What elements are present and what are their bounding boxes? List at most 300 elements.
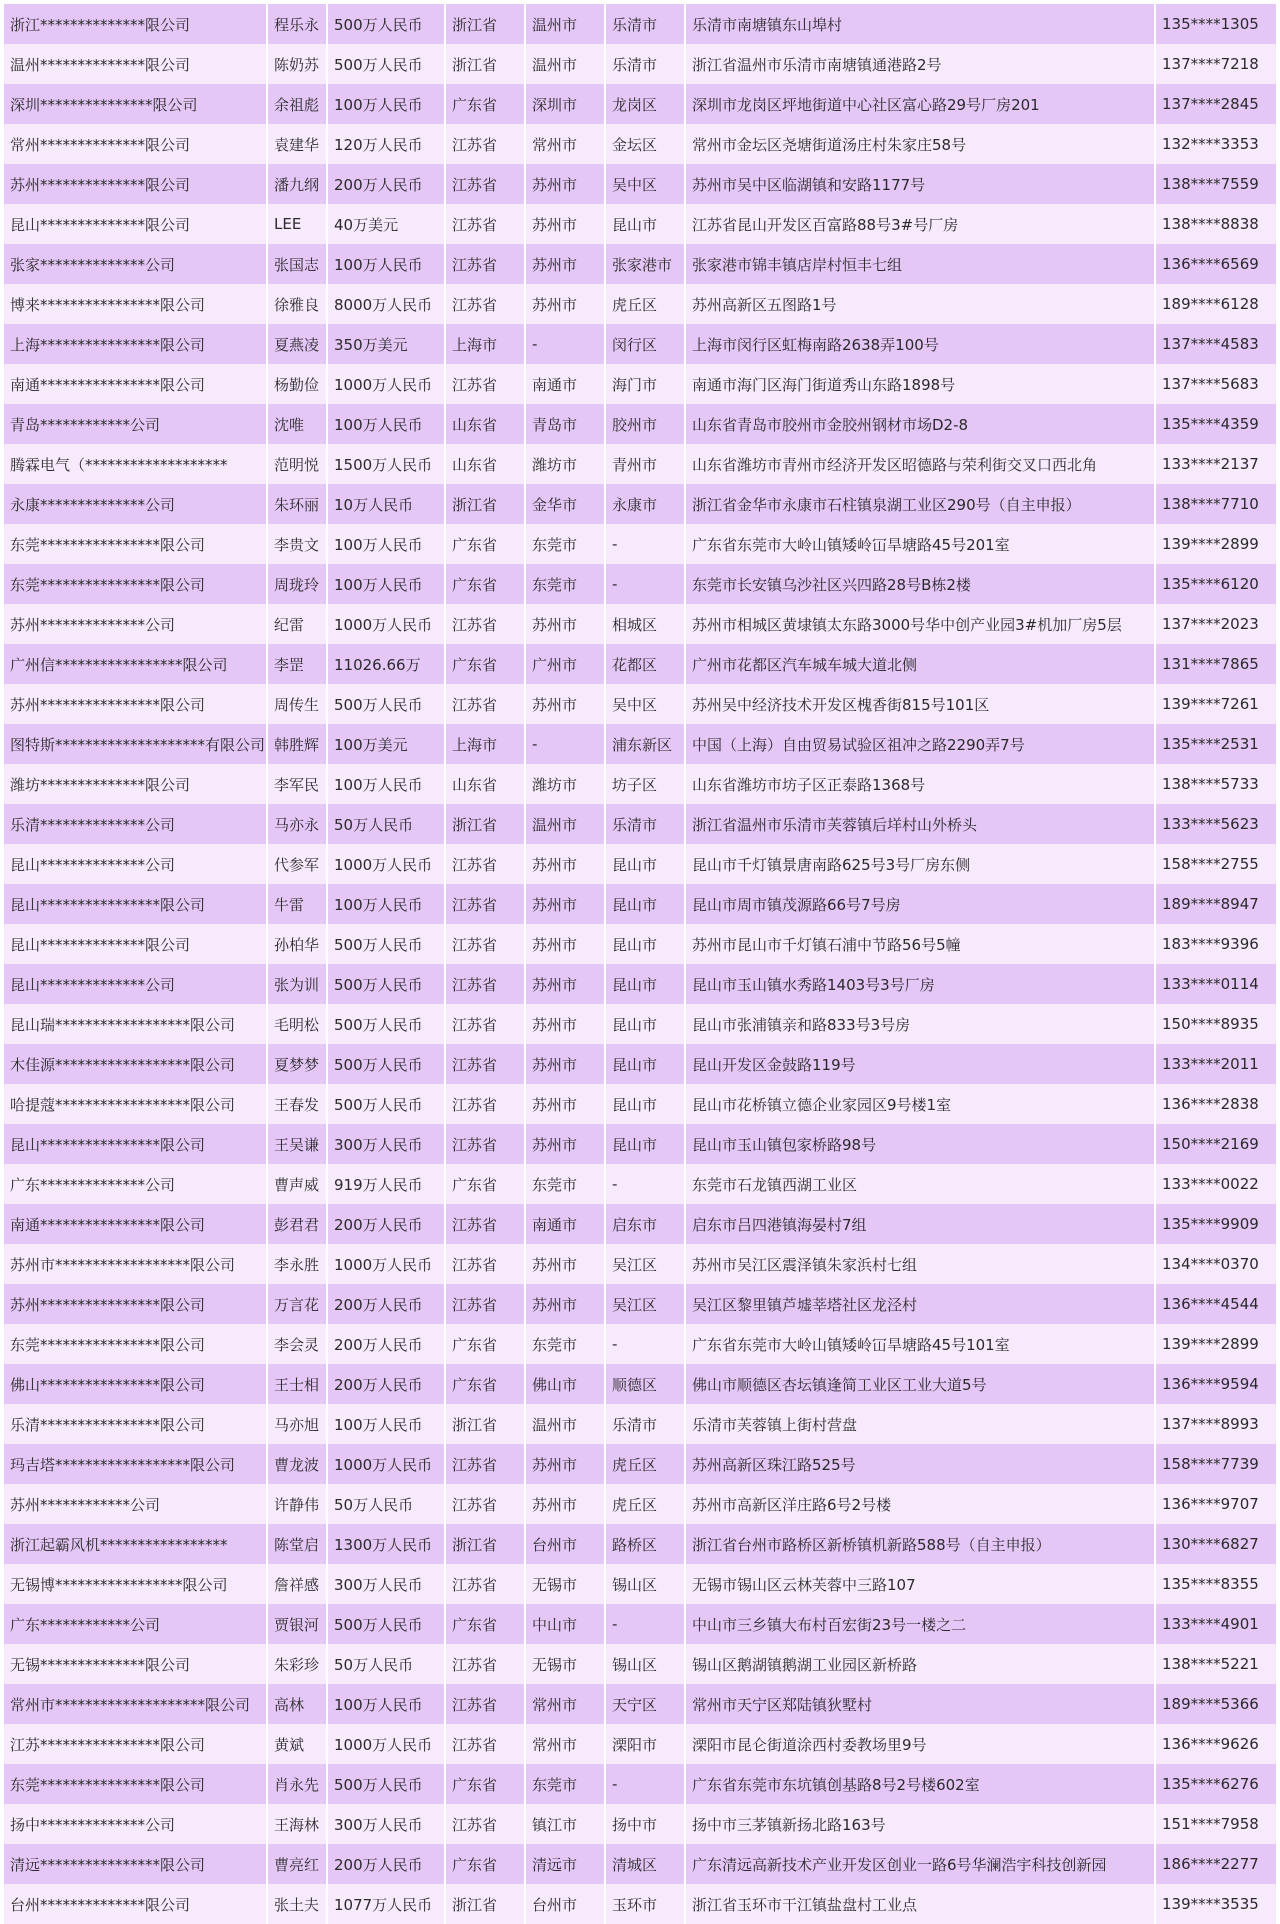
- registered-capital-cell: 200万人民币: [327, 1364, 445, 1404]
- table-row: [4, 1204, 1276, 1244]
- city-cell: 清远市: [525, 1844, 605, 1884]
- phone-cell: 137****2845: [1155, 84, 1276, 124]
- city-cell: 台州市: [525, 1524, 605, 1564]
- registered-capital-cell: 350万美元: [327, 324, 445, 364]
- company-name-cell: 苏州**************公司: [4, 604, 267, 644]
- address-cell: 上海市闵行区虹梅南路2638弄100号: [685, 324, 1155, 364]
- phone-cell: 189****5366: [1155, 1684, 1276, 1724]
- company-table: [4, 4, 1276, 1924]
- province-cell: 江苏省: [445, 1444, 525, 1484]
- registered-capital-cell: 500万人民币: [327, 44, 445, 84]
- registered-capital-cell: 50万人民币: [327, 1644, 445, 1684]
- phone-cell: 139****2899: [1155, 524, 1276, 564]
- company-name-cell: 温州**************限公司: [4, 44, 267, 84]
- phone-cell: 137****8993: [1155, 1404, 1276, 1444]
- company-name-cell: 常州**************限公司: [4, 124, 267, 164]
- company-name-cell: 乐清**************公司: [4, 804, 267, 844]
- company-name-cell: 南通****************限公司: [4, 364, 267, 404]
- phone-cell: 150****2169: [1155, 1124, 1276, 1164]
- table-row: [4, 1764, 1276, 1804]
- district-cell: -: [605, 1604, 685, 1644]
- company-name-cell: 腾霖电气（*******************: [4, 444, 267, 484]
- province-cell: 江苏省: [445, 884, 525, 924]
- district-cell: 永康市: [605, 484, 685, 524]
- legal-person-cell: 贾银河: [267, 1604, 327, 1644]
- phone-cell: 138****5733: [1155, 764, 1276, 804]
- registered-capital-cell: 500万人民币: [327, 924, 445, 964]
- legal-person-cell: 牛雷: [267, 884, 327, 924]
- phone-cell: 133****2011: [1155, 1044, 1276, 1084]
- province-cell: 江苏省: [445, 284, 525, 324]
- province-cell: 江苏省: [445, 1044, 525, 1084]
- phone-cell: 137****4583: [1155, 324, 1276, 364]
- province-cell: 广东省: [445, 564, 525, 604]
- province-cell: 江苏省: [445, 1564, 525, 1604]
- province-cell: 广东省: [445, 1844, 525, 1884]
- registered-capital-cell: 100万人民币: [327, 884, 445, 924]
- province-cell: 江苏省: [445, 124, 525, 164]
- table-row: [4, 1444, 1276, 1484]
- address-cell: 广东清远高新技术产业开发区创业一路6号华澜浩宇科技创新园: [685, 1844, 1155, 1884]
- company-name-cell: 广东************公司: [4, 1604, 267, 1644]
- registered-capital-cell: 1000万人民币: [327, 1244, 445, 1284]
- registered-capital-cell: 1000万人民币: [327, 1444, 445, 1484]
- city-cell: 苏州市: [525, 1044, 605, 1084]
- address-cell: 乐清市南塘镇东山埠村: [685, 4, 1155, 44]
- address-cell: 张家港市锦丰镇店岸村恒丰七组: [685, 244, 1155, 284]
- district-cell: 清城区: [605, 1844, 685, 1884]
- address-cell: 锡山区鹅湖镇鹅湖工业园区新桥路: [685, 1644, 1155, 1684]
- legal-person-cell: 纪雷: [267, 604, 327, 644]
- registered-capital-cell: 120万人民币: [327, 124, 445, 164]
- city-cell: 温州市: [525, 1404, 605, 1444]
- city-cell: 苏州市: [525, 1004, 605, 1044]
- legal-person-cell: 陈堂启: [267, 1524, 327, 1564]
- registered-capital-cell: 1000万人民币: [327, 844, 445, 884]
- address-cell: 苏州市吴江区震泽镇朱家浜村七组: [685, 1244, 1155, 1284]
- company-name-cell: 东莞****************限公司: [4, 1764, 267, 1804]
- district-cell: 昆山市: [605, 1124, 685, 1164]
- table-row: [4, 1524, 1276, 1564]
- phone-cell: 134****0370: [1155, 1244, 1276, 1284]
- address-cell: 昆山市千灯镇景唐南路625号3号厂房东侧: [685, 844, 1155, 884]
- registered-capital-cell: 200万人民币: [327, 1284, 445, 1324]
- legal-person-cell: 曹声威: [267, 1164, 327, 1204]
- legal-person-cell: 张国志: [267, 244, 327, 284]
- district-cell: -: [605, 1164, 685, 1204]
- province-cell: 浙江省: [445, 1524, 525, 1564]
- legal-person-cell: 王春发: [267, 1084, 327, 1124]
- province-cell: 浙江省: [445, 4, 525, 44]
- district-cell: 昆山市: [605, 964, 685, 1004]
- city-cell: 苏州市: [525, 1084, 605, 1124]
- company-name-cell: 东莞****************限公司: [4, 1324, 267, 1364]
- registered-capital-cell: 10万人民币: [327, 484, 445, 524]
- province-cell: 江苏省: [445, 1124, 525, 1164]
- phone-cell: 136****9626: [1155, 1724, 1276, 1764]
- legal-person-cell: 李永胜: [267, 1244, 327, 1284]
- province-cell: 江苏省: [445, 1004, 525, 1044]
- province-cell: 广东省: [445, 1364, 525, 1404]
- legal-person-cell: 夏梦梦: [267, 1044, 327, 1084]
- city-cell: -: [525, 724, 605, 764]
- district-cell: -: [605, 524, 685, 564]
- city-cell: 潍坊市: [525, 444, 605, 484]
- table-row: [4, 444, 1276, 484]
- city-cell: 潍坊市: [525, 764, 605, 804]
- legal-person-cell: 王士相: [267, 1364, 327, 1404]
- legal-person-cell: 程乐永: [267, 4, 327, 44]
- province-cell: 浙江省: [445, 44, 525, 84]
- district-cell: 玉环市: [605, 1884, 685, 1924]
- city-cell: 中山市: [525, 1604, 605, 1644]
- address-cell: 昆山市玉山镇水秀路1403号3号厂房: [685, 964, 1155, 1004]
- registered-capital-cell: 1000万人民币: [327, 604, 445, 644]
- district-cell: 相城区: [605, 604, 685, 644]
- table-row: [4, 324, 1276, 364]
- company-name-cell: 佛山****************限公司: [4, 1364, 267, 1404]
- company-name-cell: 潍坊**************限公司: [4, 764, 267, 804]
- phone-cell: 135****6276: [1155, 1764, 1276, 1804]
- phone-cell: 135****4359: [1155, 404, 1276, 444]
- city-cell: 东莞市: [525, 1764, 605, 1804]
- company-table-body: [4, 4, 1276, 1924]
- table-row: [4, 44, 1276, 84]
- registered-capital-cell: 500万人民币: [327, 1004, 445, 1044]
- phone-cell: 136****9594: [1155, 1364, 1276, 1404]
- company-name-cell: 浙江**************限公司: [4, 4, 267, 44]
- table-row: [4, 844, 1276, 884]
- district-cell: 昆山市: [605, 884, 685, 924]
- table-row: [4, 164, 1276, 204]
- address-cell: 广州市花都区汽车城车城大道北侧: [685, 644, 1155, 684]
- address-cell: 溧阳市昆仑街道涂西村委教场里9号: [685, 1724, 1155, 1764]
- address-cell: 东莞市石龙镇西湖工业区: [685, 1164, 1155, 1204]
- company-table-sheet: [4, 4, 1276, 1924]
- legal-person-cell: 朱彩珍: [267, 1644, 327, 1684]
- address-cell: 苏州市相城区黄埭镇太东路3000号华中创产业园3#机加厂房5层: [685, 604, 1155, 644]
- province-cell: 浙江省: [445, 804, 525, 844]
- legal-person-cell: 曹亮红: [267, 1844, 327, 1884]
- phone-cell: 137****2023: [1155, 604, 1276, 644]
- district-cell: 锡山区: [605, 1644, 685, 1684]
- company-name-cell: 昆山****************限公司: [4, 1124, 267, 1164]
- registered-capital-cell: 500万人民币: [327, 1604, 445, 1644]
- province-cell: 广东省: [445, 1604, 525, 1644]
- legal-person-cell: 毛明松: [267, 1004, 327, 1044]
- table-row: [4, 1364, 1276, 1404]
- district-cell: 昆山市: [605, 204, 685, 244]
- company-name-cell: 苏州市******************限公司: [4, 1244, 267, 1284]
- table-row: [4, 4, 1276, 44]
- table-row: [4, 1724, 1276, 1764]
- table-row: [4, 1484, 1276, 1524]
- phone-cell: 133****4901: [1155, 1604, 1276, 1644]
- province-cell: 江苏省: [445, 1204, 525, 1244]
- legal-person-cell: 马亦永: [267, 804, 327, 844]
- phone-cell: 135****2531: [1155, 724, 1276, 764]
- phone-cell: 137****5683: [1155, 364, 1276, 404]
- district-cell: 乐清市: [605, 44, 685, 84]
- province-cell: 江苏省: [445, 1804, 525, 1844]
- district-cell: 浦东新区: [605, 724, 685, 764]
- table-row: [4, 1564, 1276, 1604]
- registered-capital-cell: 300万人民币: [327, 1564, 445, 1604]
- district-cell: 青州市: [605, 444, 685, 484]
- table-row: [4, 724, 1276, 764]
- district-cell: 花都区: [605, 644, 685, 684]
- company-name-cell: 永康**************公司: [4, 484, 267, 524]
- legal-person-cell: 曹龙波: [267, 1444, 327, 1484]
- table-row: [4, 1164, 1276, 1204]
- address-cell: 昆山市张浦镇亲和路833号3号房: [685, 1004, 1155, 1044]
- company-name-cell: 昆山**************公司: [4, 964, 267, 1004]
- city-cell: 苏州市: [525, 604, 605, 644]
- address-cell: 南通市海门区海门街道秀山东路1898号: [685, 364, 1155, 404]
- city-cell: 苏州市: [525, 1484, 605, 1524]
- table-row: [4, 644, 1276, 684]
- phone-cell: 186****2277: [1155, 1844, 1276, 1884]
- province-cell: 浙江省: [445, 1884, 525, 1924]
- company-name-cell: 昆山**************限公司: [4, 204, 267, 244]
- company-name-cell: 江苏****************限公司: [4, 1724, 267, 1764]
- legal-person-cell: 李军民: [267, 764, 327, 804]
- registered-capital-cell: 1000万人民币: [327, 364, 445, 404]
- address-cell: 浙江省台州市路桥区新桥镇机新路588号（自主申报）: [685, 1524, 1155, 1564]
- table-row: [4, 1324, 1276, 1364]
- phone-cell: 135****9909: [1155, 1204, 1276, 1244]
- table-row: [4, 1404, 1276, 1444]
- legal-person-cell: 潘九纲: [267, 164, 327, 204]
- province-cell: 江苏省: [445, 364, 525, 404]
- legal-person-cell: 朱环丽: [267, 484, 327, 524]
- address-cell: 昆山开发区金鼓路119号: [685, 1044, 1155, 1084]
- registered-capital-cell: 100万人民币: [327, 1684, 445, 1724]
- registered-capital-cell: 500万人民币: [327, 1764, 445, 1804]
- district-cell: 虎丘区: [605, 284, 685, 324]
- address-cell: 广东省东莞市东坑镇创基路8号2号楼602室: [685, 1764, 1155, 1804]
- district-cell: 锡山区: [605, 1564, 685, 1604]
- district-cell: 昆山市: [605, 1084, 685, 1124]
- city-cell: 无锡市: [525, 1564, 605, 1604]
- province-cell: 广东省: [445, 1324, 525, 1364]
- legal-person-cell: 陈奶苏: [267, 44, 327, 84]
- legal-person-cell: LEE: [267, 204, 327, 244]
- phone-cell: 136****4544: [1155, 1284, 1276, 1324]
- company-name-cell: 苏州************公司: [4, 1484, 267, 1524]
- legal-person-cell: 王海林: [267, 1804, 327, 1844]
- phone-cell: 158****2755: [1155, 844, 1276, 884]
- legal-person-cell: 李会灵: [267, 1324, 327, 1364]
- legal-person-cell: 张土夫: [267, 1884, 327, 1924]
- legal-person-cell: 张为训: [267, 964, 327, 1004]
- table-row: [4, 524, 1276, 564]
- registered-capital-cell: 200万人民币: [327, 1324, 445, 1364]
- phone-cell: 130****6827: [1155, 1524, 1276, 1564]
- district-cell: 吴江区: [605, 1244, 685, 1284]
- phone-cell: 189****8947: [1155, 884, 1276, 924]
- company-name-cell: 上海****************限公司: [4, 324, 267, 364]
- district-cell: 昆山市: [605, 924, 685, 964]
- phone-cell: 138****7559: [1155, 164, 1276, 204]
- phone-cell: 135****1305: [1155, 4, 1276, 44]
- phone-cell: 138****8838: [1155, 204, 1276, 244]
- city-cell: 佛山市: [525, 1364, 605, 1404]
- district-cell: 乐清市: [605, 804, 685, 844]
- table-row: [4, 1284, 1276, 1324]
- registered-capital-cell: 100万人民币: [327, 764, 445, 804]
- table-row: [4, 1124, 1276, 1164]
- address-cell: 广东省东莞市大岭山镇矮岭冚旱塘路45号201室: [685, 524, 1155, 564]
- company-name-cell: 张家**************公司: [4, 244, 267, 284]
- table-row: [4, 1244, 1276, 1284]
- district-cell: 昆山市: [605, 1004, 685, 1044]
- table-row: [4, 764, 1276, 804]
- legal-person-cell: 马亦旭: [267, 1404, 327, 1444]
- district-cell: -: [605, 1324, 685, 1364]
- city-cell: 常州市: [525, 124, 605, 164]
- district-cell: 天宁区: [605, 1684, 685, 1724]
- table-row: [4, 604, 1276, 644]
- registered-capital-cell: 11026.66万: [327, 644, 445, 684]
- registered-capital-cell: 50万人民币: [327, 1484, 445, 1524]
- province-cell: 上海市: [445, 724, 525, 764]
- address-cell: 深圳市龙岗区坪地街道中心社区富心路29号厂房201: [685, 84, 1155, 124]
- address-cell: 无锡市锡山区云林芙蓉中三路107: [685, 1564, 1155, 1604]
- company-name-cell: 东莞****************限公司: [4, 564, 267, 604]
- address-cell: 苏州市昆山市千灯镇石浦中节路56号5幢: [685, 924, 1155, 964]
- address-cell: 苏州市高新区洋庄路6号2号楼: [685, 1484, 1155, 1524]
- registered-capital-cell: 500万人民币: [327, 684, 445, 724]
- legal-person-cell: 万言花: [267, 1284, 327, 1324]
- province-cell: 广东省: [445, 1164, 525, 1204]
- registered-capital-cell: 100万人民币: [327, 404, 445, 444]
- address-cell: 吴江区黎里镇芦墟莘塔社区龙泾村: [685, 1284, 1155, 1324]
- address-cell: 江苏省昆山开发区百富路88号3#号厂房: [685, 204, 1155, 244]
- table-row: [4, 1004, 1276, 1044]
- table-row: [4, 964, 1276, 1004]
- city-cell: 温州市: [525, 804, 605, 844]
- address-cell: 浙江省金华市永康市石柱镇泉湖工业区290号（自主申报）: [685, 484, 1155, 524]
- address-cell: 中山市三乡镇大布村百宏街23号一楼之二: [685, 1604, 1155, 1644]
- company-name-cell: 昆山****************限公司: [4, 884, 267, 924]
- district-cell: 溧阳市: [605, 1724, 685, 1764]
- legal-person-cell: 杨勤俭: [267, 364, 327, 404]
- address-cell: 中国（上海）自由贸易试验区祖冲之路2290弄7号: [685, 724, 1155, 764]
- registered-capital-cell: 100万人民币: [327, 244, 445, 284]
- phone-cell: 183****9396: [1155, 924, 1276, 964]
- table-row: [4, 244, 1276, 284]
- phone-cell: 158****7739: [1155, 1444, 1276, 1484]
- city-cell: 常州市: [525, 1724, 605, 1764]
- province-cell: 江苏省: [445, 844, 525, 884]
- table-row: [4, 364, 1276, 404]
- registered-capital-cell: 300万人民币: [327, 1124, 445, 1164]
- table-row: [4, 1804, 1276, 1844]
- city-cell: 金华市: [525, 484, 605, 524]
- company-name-cell: 南通****************限公司: [4, 1204, 267, 1244]
- address-cell: 启东市吕四港镇海晏村7组: [685, 1204, 1155, 1244]
- phone-cell: 133****2137: [1155, 444, 1276, 484]
- city-cell: 南通市: [525, 364, 605, 404]
- legal-person-cell: 詹祥感: [267, 1564, 327, 1604]
- legal-person-cell: 周珑玲: [267, 564, 327, 604]
- legal-person-cell: 范明悦: [267, 444, 327, 484]
- province-cell: 江苏省: [445, 1484, 525, 1524]
- district-cell: 坊子区: [605, 764, 685, 804]
- table-row: [4, 1844, 1276, 1884]
- registered-capital-cell: 500万人民币: [327, 1084, 445, 1124]
- table-row: [4, 84, 1276, 124]
- address-cell: 浙江省温州市乐清市南塘镇通港路2号: [685, 44, 1155, 84]
- city-cell: 东莞市: [525, 524, 605, 564]
- company-name-cell: 玛吉塔******************限公司: [4, 1444, 267, 1484]
- company-name-cell: 深圳***************限公司: [4, 84, 267, 124]
- registered-capital-cell: 500万人民币: [327, 964, 445, 1004]
- company-name-cell: 博来****************限公司: [4, 284, 267, 324]
- district-cell: 虎丘区: [605, 1484, 685, 1524]
- district-cell: 乐清市: [605, 1404, 685, 1444]
- province-cell: 江苏省: [445, 604, 525, 644]
- city-cell: -: [525, 324, 605, 364]
- legal-person-cell: 许静伟: [267, 1484, 327, 1524]
- company-name-cell: 浙江起霸风机*****************: [4, 1524, 267, 1564]
- province-cell: 浙江省: [445, 484, 525, 524]
- district-cell: -: [605, 564, 685, 604]
- phone-cell: 139****2899: [1155, 1324, 1276, 1364]
- company-name-cell: 昆山**************限公司: [4, 924, 267, 964]
- company-name-cell: 广州信*****************限公司: [4, 644, 267, 684]
- province-cell: 广东省: [445, 84, 525, 124]
- city-cell: 青岛市: [525, 404, 605, 444]
- address-cell: 昆山市玉山镇包家桥路98号: [685, 1124, 1155, 1164]
- district-cell: 乐清市: [605, 4, 685, 44]
- district-cell: 龙岗区: [605, 84, 685, 124]
- city-cell: 镇江市: [525, 1804, 605, 1844]
- legal-person-cell: 袁建华: [267, 124, 327, 164]
- city-cell: 苏州市: [525, 844, 605, 884]
- company-name-cell: 木佳源******************限公司: [4, 1044, 267, 1084]
- phone-cell: 136****6569: [1155, 244, 1276, 284]
- address-cell: 浙江省温州市乐清市芙蓉镇后垟村山外桥头: [685, 804, 1155, 844]
- company-name-cell: 昆山瑞******************限公司: [4, 1004, 267, 1044]
- company-name-cell: 清远****************限公司: [4, 1844, 267, 1884]
- province-cell: 广东省: [445, 1764, 525, 1804]
- registered-capital-cell: 1500万人民币: [327, 444, 445, 484]
- district-cell: 虎丘区: [605, 1444, 685, 1484]
- registered-capital-cell: 40万美元: [327, 204, 445, 244]
- phone-cell: 131****7865: [1155, 644, 1276, 684]
- legal-person-cell: 韩胜辉: [267, 724, 327, 764]
- address-cell: 东莞市长安镇乌沙社区兴四路28号B栋2楼: [685, 564, 1155, 604]
- city-cell: 东莞市: [525, 1164, 605, 1204]
- address-cell: 佛山市顺德区杏坛镇逢简工业区工业大道5号: [685, 1364, 1155, 1404]
- city-cell: 苏州市: [525, 244, 605, 284]
- company-name-cell: 哈提蔻******************限公司: [4, 1084, 267, 1124]
- table-row: [4, 1884, 1276, 1924]
- district-cell: 金坛区: [605, 124, 685, 164]
- phone-cell: 135****6120: [1155, 564, 1276, 604]
- table-row: [4, 204, 1276, 244]
- company-name-cell: 苏州****************限公司: [4, 1284, 267, 1324]
- district-cell: 吴中区: [605, 164, 685, 204]
- registered-capital-cell: 300万人民币: [327, 1804, 445, 1844]
- registered-capital-cell: 500万人民币: [327, 4, 445, 44]
- address-cell: 常州市金坛区尧塘街道汤庄村朱家庄58号: [685, 124, 1155, 164]
- phone-cell: 138****5221: [1155, 1644, 1276, 1684]
- phone-cell: 139****3535: [1155, 1884, 1276, 1924]
- table-row: [4, 1684, 1276, 1724]
